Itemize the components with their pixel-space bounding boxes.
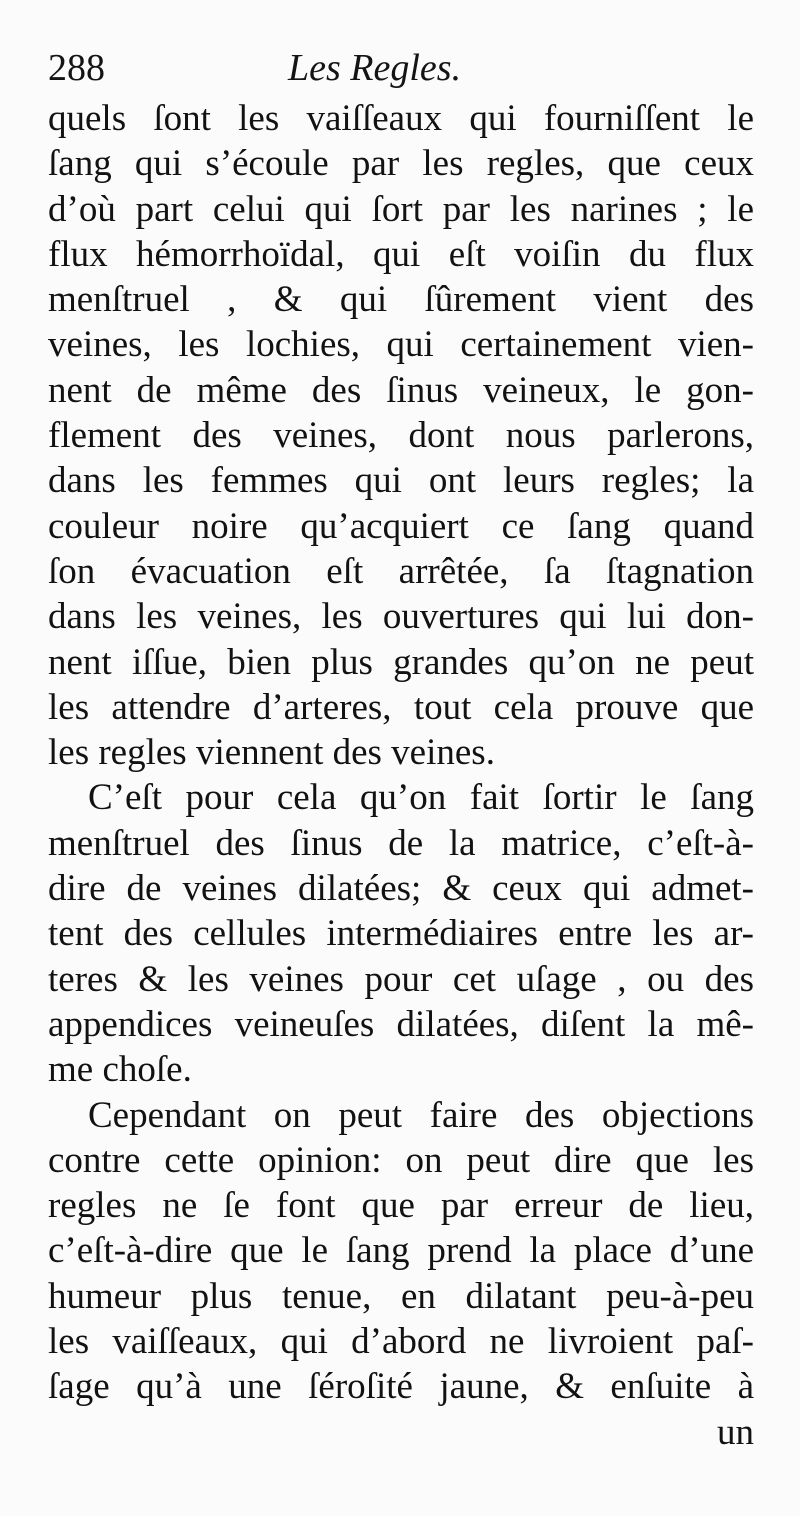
text-line: ſang qui s’écoule par les regles, que ceux [48, 143, 754, 185]
text-line: c’eſt-à-dire que le ſang prend la place d’une [48, 1230, 754, 1272]
text-line: humeur plus tenue, en dilatant peu-à-peu [48, 1275, 754, 1317]
page-number: 288 [48, 47, 105, 89]
text-line: quels ſont les vaiſſeaux qui fourniſſent le [48, 98, 754, 139]
text-line: les regles viennent des veines. [48, 732, 495, 774]
text-line: couleur noire qu’acquiert ce ſang quand [48, 505, 754, 547]
catchword: un [717, 1411, 754, 1453]
text-line: tent des cellules intermédiaires entre les ar- [48, 913, 754, 955]
text-line: menſtruel , & qui ſûrement vient des [48, 279, 754, 321]
text-line: menſtruel des ſinus de la matrice, c’eſt-à- [48, 822, 754, 864]
text-line: dans les femmes qui ont leurs regles; la [48, 460, 754, 502]
text-line: ſage qu’à une ſéroſité jaune, & enſuite à [48, 1366, 754, 1408]
text-line: nent iſſue, bien plus grandes qu’on ne peut [48, 641, 754, 683]
page-header [48, 40, 754, 96]
text-line: d’où part celui qui ſort par les narines ; le [48, 188, 754, 230]
text-line: C’eſt pour cela qu’on fait ſortir le ſang [88, 777, 754, 819]
text-line: contre cette opinion: on peut dire que les [48, 1139, 754, 1181]
text-line: appendices veineuſes dilatées, diſent la mê- [48, 1003, 754, 1045]
text-line: flement des veines, dont nous parlerons, [48, 415, 754, 457]
body-text [48, 96, 754, 1455]
text-line: les vaiſſeaux, qui d’abord ne livroient paſ- [48, 1321, 754, 1363]
text-line: regles ne ſe font que par erreur de lieu, [48, 1185, 754, 1227]
running-title: Les Regles. [288, 47, 462, 89]
text-line: ſon évacuation eſt arrêtée, ſa ſtagnation [48, 550, 754, 592]
text-line: flux hémorrhoïdal, qui eſt voiſin du flux [48, 233, 754, 275]
text-line: dire de veines dilatées; & ceux qui admet- [48, 868, 754, 910]
text-line: veines, les lochies, qui certainement vien- [48, 324, 754, 366]
text-line: dans les veines, les ouvertures qui lui don- [48, 596, 754, 638]
text-line: Cependant on peut faire des objections [88, 1094, 754, 1136]
text-line: nent de même des ſinus veineux, le gon- [48, 369, 754, 411]
text-line: teres & les veines pour cet uſage , ou des [48, 958, 754, 1000]
text-line: me choſe. [48, 1049, 192, 1091]
text-line: les attendre d’arteres, tout cela prouve que [48, 686, 754, 728]
